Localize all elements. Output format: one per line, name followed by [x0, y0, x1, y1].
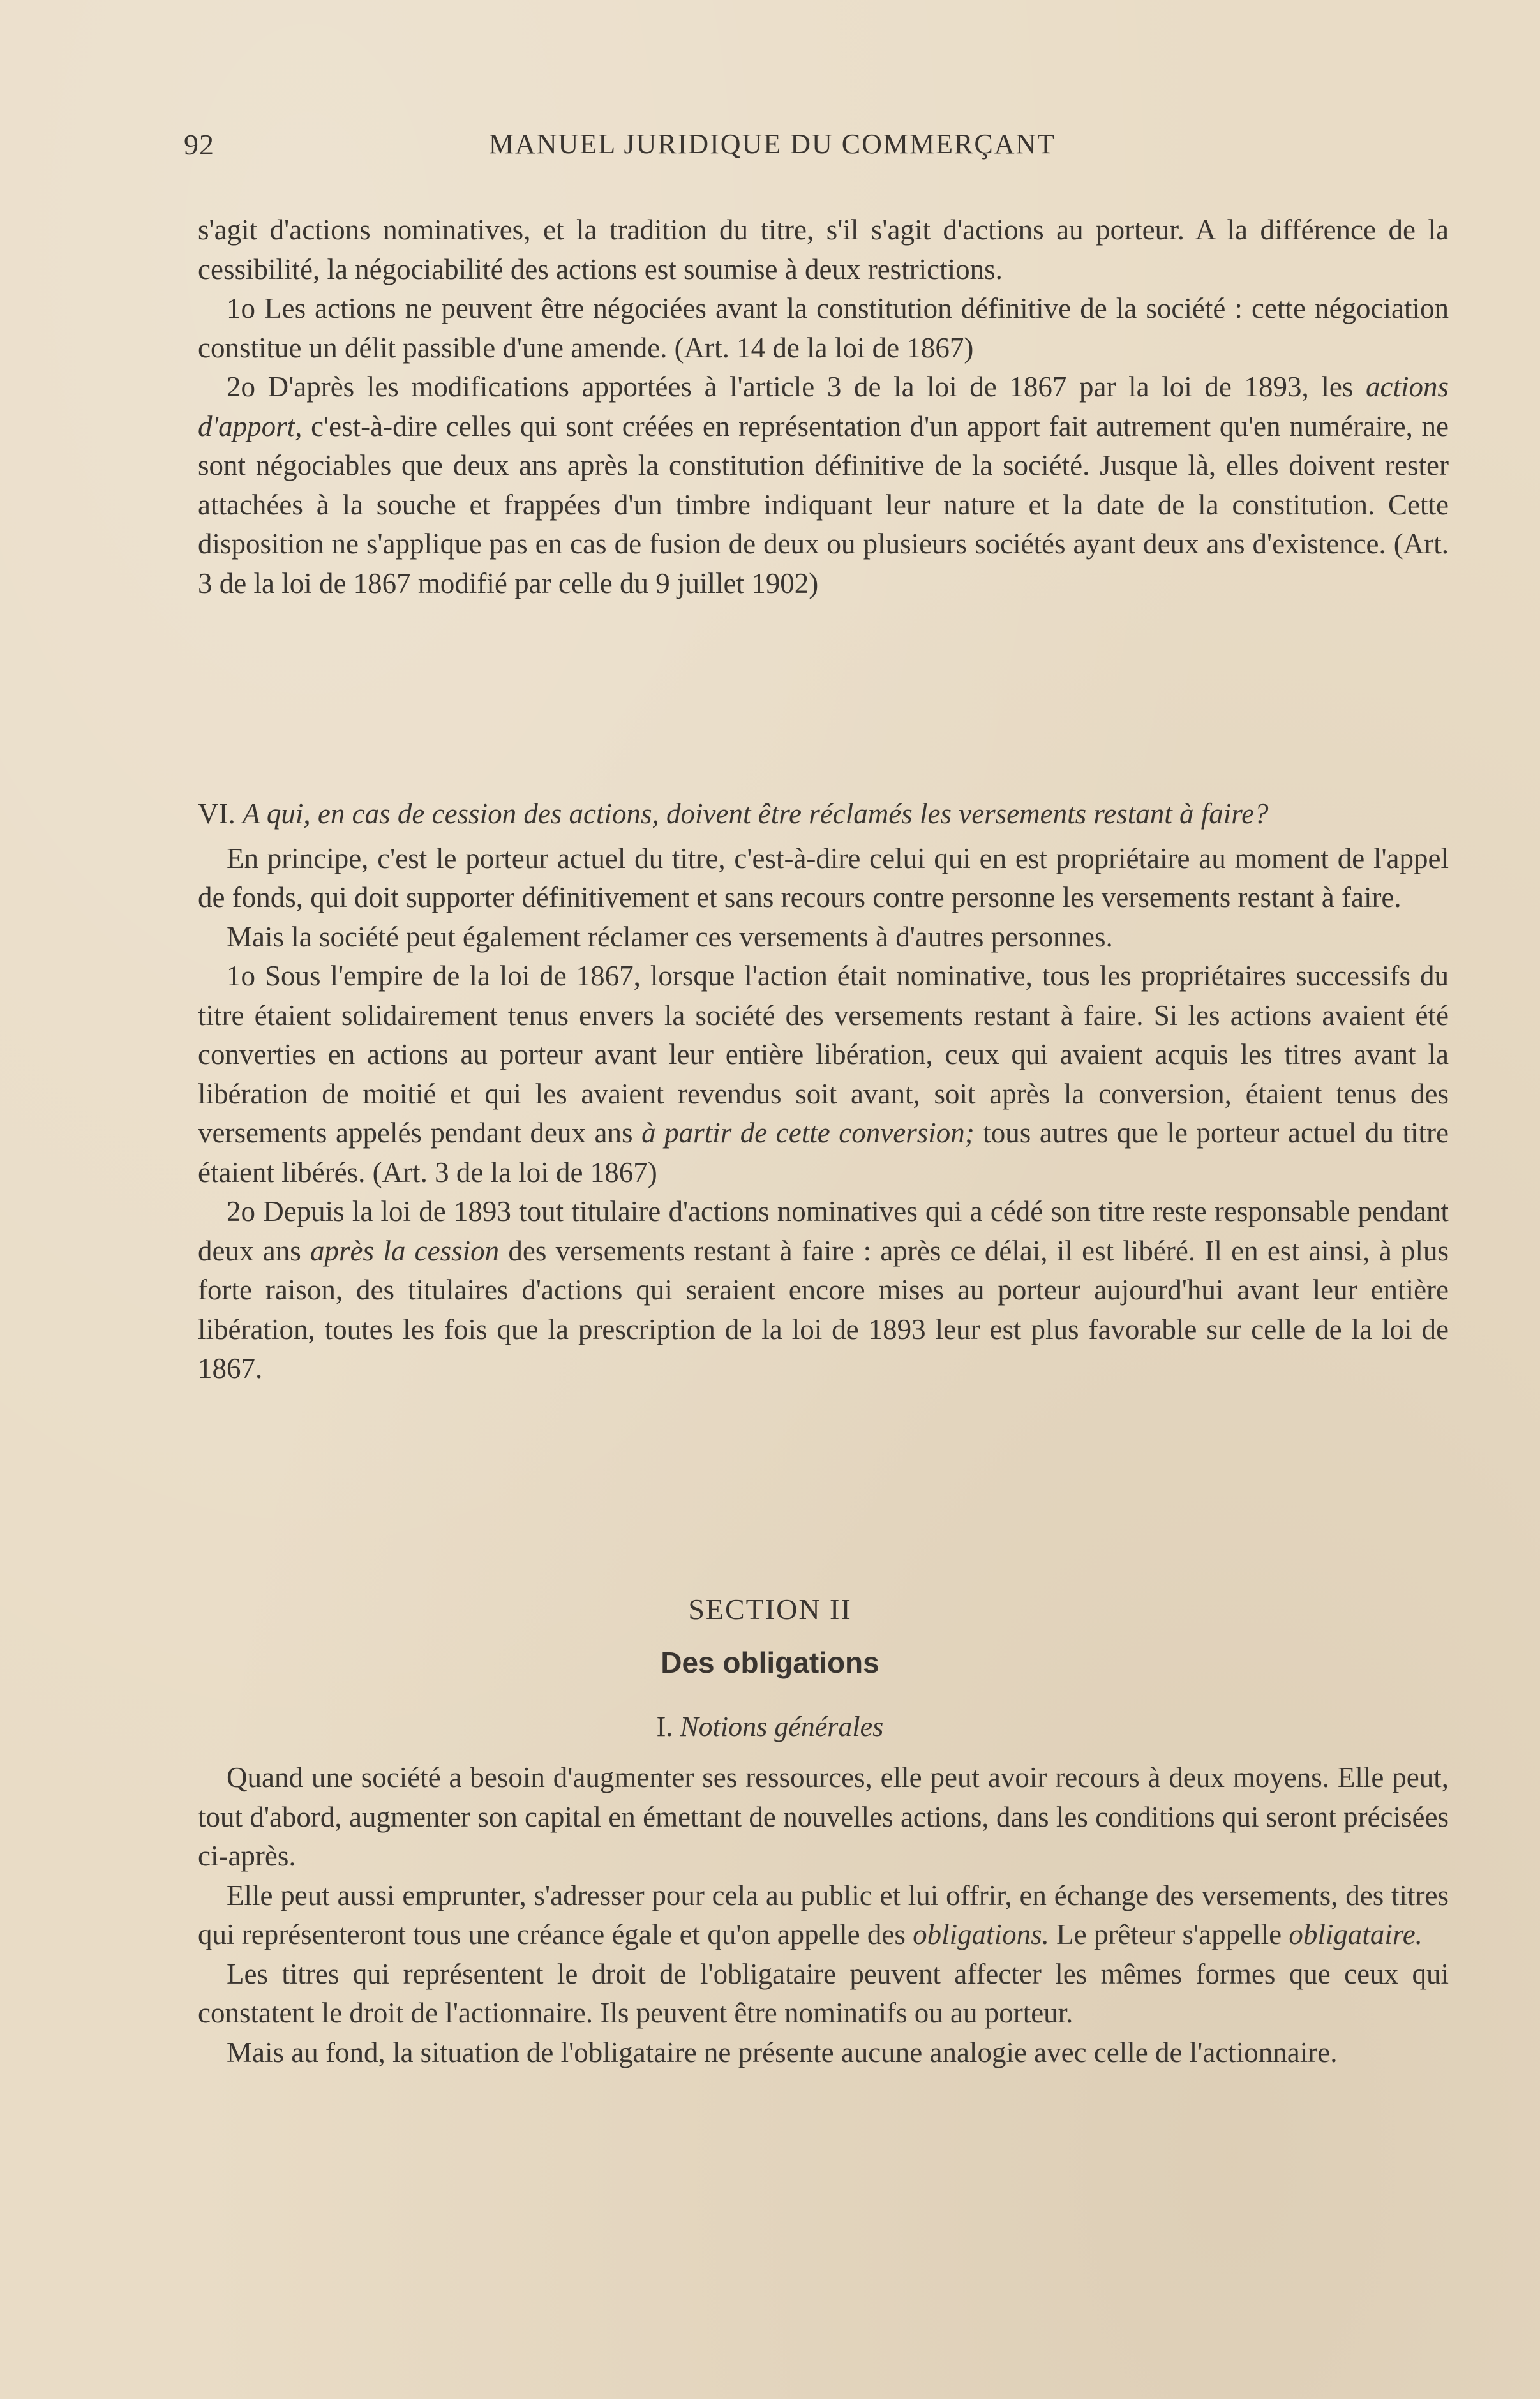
section-label: SECTION II — [688, 1593, 852, 1625]
emphasis-text: actions d'apport, — [198, 371, 1449, 442]
subsection-title — [0, 1710, 1540, 1743]
subsection-number: I. — [656, 1711, 680, 1742]
emphasis-text: à partir de cette conversion; — [641, 1117, 975, 1149]
paragraph: 1o Les actions ne peuvent être négociées avant la constitution définitive de la société : cette négociation constitue un délit passible d'une amende. (Art. 14 de la loi de 1867) — [198, 292, 1449, 364]
paragraph-text: c'est-à-dire celles qui sont créées en représentation d'un apport fait autrement qu'en numéraire, ne sont négociables que deux ans après la constitution définitive de la société. Jusque là, elles doivent rester attachées à la souche et frappées d'un timbre indiquant leur nature et la date de la constitution. Cette disposition ne s'applique pas en cas de fusion de deux ou plusieurs sociétés ayant deux ans d'existence. (Art. 3 de la loi de 1867 modifié par celle du 9 juillet 1902) — [198, 410, 1449, 599]
question-number: VI. — [198, 798, 243, 830]
paragraph-text: 1o Sous l'empire de la loi de 1867, lorsque l'action était nominative, tous les propriétaires successifs du titre étaient solidairement tenus envers la société des versements restant à faire. Si les actions avaient été converties en actions au porteur avant leur entière libération, ceux qui avaient acquis les titres avant la libération de moitié et qui les avaient revendus soit avant, soit après la conversion, étaient tenus des versements appelés pendant deux ans — [198, 960, 1449, 1149]
paragraph: En principe, c'est le porteur actuel du titre, c'est-à-dire celui qui en est propriétaire au moment de l'appel de fonds, qui doit supporter définitivement et sans recours contre personne les versements restant à faire. — [198, 842, 1449, 913]
paragraph-text: tous autres que le porteur actuel du titre étaient libérés. (Art. 3 de la loi de 1867) — [198, 1117, 1449, 1188]
body-text-middle — [198, 795, 1449, 1389]
body-text-top — [198, 211, 1449, 603]
page-number: 92 — [184, 128, 214, 161]
paragraph-text: Le prêteur s'appelle — [1049, 1918, 1289, 1950]
paragraph — [198, 957, 1449, 1192]
question-heading — [198, 795, 1449, 834]
paragraph: Quand une société a besoin d'augmenter ses ressources, elle peut avoir recours à deux moyens. Elle peut, tout d'abord, augmenter son capital en émettant de nouvelles actions, dans les conditions qui seront précisées ci-après. — [198, 1761, 1449, 1872]
paragraph: s'agit d'actions nominatives, et la tradition du titre, s'il s'agit d'actions au porteur. A la différence de la cessibilité, la négociabilité des actions est soumise à deux restrictions. — [198, 214, 1449, 285]
paragraph — [198, 1876, 1449, 1955]
paragraph: Les titres qui représentent le droit de l'obligataire peuvent affecter les mêmes formes que ceux qui constatent le droit de l'actionnaire. Ils peuvent être nominatifs ou au porteur. — [198, 1957, 1449, 2029]
paragraph-text: des versements restant à faire : après ce délai, il est libéré. Il en est ainsi, à plus forte raison, des titulaires d'actions qui seraient encore mises au porteur aujourd'hui avant leur entière libération, toutes les fois que la prescription de la loi de 1893 leur est plus favorable sur celle de la loi de 1867. — [198, 1234, 1449, 1384]
emphasis-text: obligataire. — [1289, 1918, 1423, 1950]
paragraph — [198, 1192, 1449, 1389]
running-title: MANUEL JURIDIQUE DU COMMERÇANT — [488, 128, 1056, 160]
paragraph-text: 2o Depuis la loi de 1893 tout titulaire d'actions nominatives qui a cédé son titre reste responsable pendant deux ans — [198, 1195, 1449, 1267]
paragraph-text: Elle peut aussi emprunter, s'adresser pour cela au public et lui offrir, en échange des versements, des titres qui représenteront tous une créance égale et qu'on appelle des — [198, 1879, 1449, 1950]
section-title: Des obligations — [661, 1646, 879, 1679]
question-text: A qui, en cas de cession des actions, doivent être réclamés les versements restant à faire? — [242, 798, 1269, 830]
paragraph: Mais au fond, la situation de l'obligataire ne présente aucune analogie avec celle de l'actionnaire. — [227, 2036, 1338, 2068]
emphasis-text: après la cession — [310, 1234, 500, 1267]
paragraph: Mais la société peut également réclamer ces versements à d'autres personnes. — [227, 920, 1113, 953]
body-text-bottom — [198, 1758, 1449, 2072]
paragraph — [198, 368, 1449, 603]
subsection-text: Notions générales — [680, 1711, 884, 1742]
emphasis-text: obligations. — [913, 1918, 1049, 1950]
paragraph-text: 2o D'après les modifications apportées à l'article 3 de la loi de 1867 par la loi de 1893, les — [227, 371, 1366, 403]
page-header — [172, 128, 1372, 172]
